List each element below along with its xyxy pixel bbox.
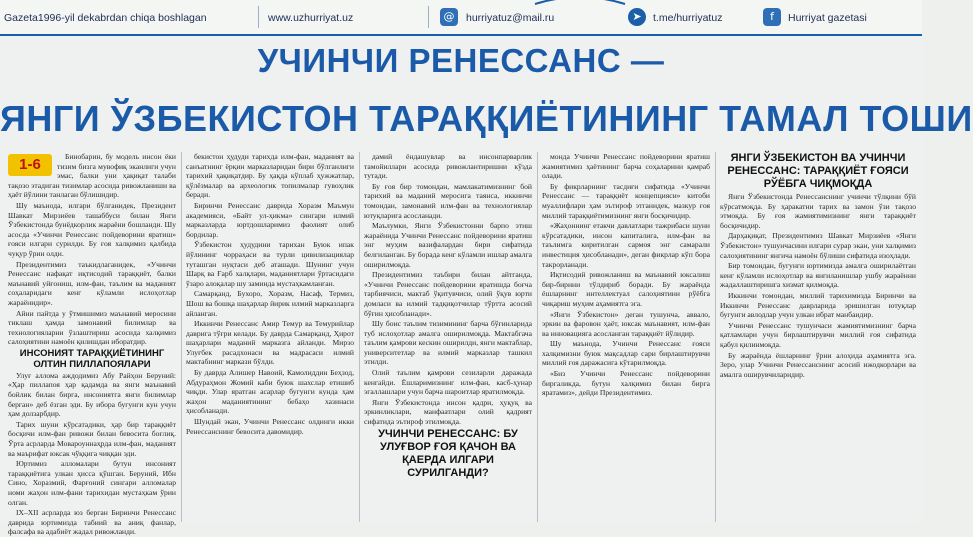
paragraph: Бу жараёнда ёшларнинг ўрни алоҳида аҳамиятга эга. Зеро, улар Учинчи Ренессанснинг асосий ижодкорлари ва амалга оширувчиларидир. [720, 350, 916, 379]
header-divider [258, 6, 259, 28]
article-column-2 [186, 152, 354, 522]
subheading: ЯНГИ ЎЗБЕКИСТОН ВА УЧИНЧИ РЕНЕССАНС: ТАРАҚҚИЁТ ҒОЯСИ РЎЁБГА ЧИҚМОҚДА [727, 152, 909, 190]
paragraph: Шундай экан, Учинчи Ренессанс олдинги икки Ренессанснинг бевосита давомидир. [186, 417, 354, 436]
paragraph: Янги Ўзбекистонда инсон қадри, ҳуқуқ ва эркинликлари, манфаатлари олий қадрият сифатида эътироф этилмоқда. [364, 397, 532, 427]
article-column-5 [720, 152, 916, 522]
subheading: УЧИНЧИ РЕНЕССАНС: БУ УЛУҒВОР ҒОЯ ҚАЧОН ВА ҚАЕРДА ИЛГАРИ СУРИЛГАНДИ? [378, 427, 518, 479]
facebook-link[interactable]: Hurriyat gazetasi [788, 12, 867, 24]
paragraph: Президентимиз таъбири билан айтганда, «Учинчи Ренессанс пойдеворини яратишда боғча тарбиячиси, мактаб ўқитувчиси, олий ўқув юрти домласи ва илмий тадқиқотчилар тўртта асосий бўғин ҳисобланади». [364, 270, 532, 318]
article-column-4 [542, 152, 710, 522]
paragraph: Президентимиз таъкидлаганидек, «Учинчи Ренессанс нафақат иқтисодий тараққиёт, балки маънавий уйғониш, илм-фан, таълим ва маданият соҳаларидаги кенг кўламли ислоҳотлар жараёнидир». [8, 259, 176, 307]
page-badge: 1-6 [8, 154, 52, 176]
paragraph: Учинчи Ренессанс тушунчаси жамиятимизнинг барча қатламлари учун бирлаштирувчи миллий ғоя сифатида қабул қилинмоқда. [720, 320, 916, 349]
paragraph: Биринчи Ренессанс даврида Хоразм Маъмун академияси, «Байт ул-ҳикма» сингари илмий марказларда юртдошларимиз фаолият олиб бордилар. [186, 200, 354, 239]
paragraph: монда Учинчи Ренессанс пойдеворини яратиш жамиятимиз ҳаётининг барча соҳаларини қамраб олади. [542, 152, 710, 181]
website-link[interactable]: www.uzhurriyat.uz [268, 12, 354, 24]
paragraph: Тарих шуни кўрсатадики, ҳар бир тараққиёт босқичи илм-фан ривожи билан бевосита боғлиқ. Ўрта асрларда Мовароуннаҳрда илм-фан, маданият ва маърифат юксак чўққига чиққан эди. [8, 419, 176, 458]
paragraph: «Янги Ўзбекистон» деган тушунча, аввало, эркин ва фаровон ҳаёт, юксак маънавият, илм-фан ва инновацияга асосланган тараққиёт йўлидир. [542, 309, 710, 338]
telegram-icon: ➤ [628, 8, 646, 26]
article-column-1 [8, 152, 176, 537]
paragraph: дамий ёндашувлар ва инсонпарварлик тамойиллари асосида ривожлантиришни кўзда тутади. [364, 152, 532, 181]
paragraph: Дарҳақиқат, Президентимиз Шавкат Мирзиёев «Янги Ўзбекистон» тушунчасини илгари сурар экан, уни халқимиз салоҳиятининг янгича намоён бўлиши сифатида изоҳлади. [720, 231, 916, 260]
column-rule [359, 152, 360, 522]
paragraph: Шу боис таълим тизимининг барча бўғинларида туб ислоҳотлар амалга оширилмоқда. Мактабгача таълим қамрови кескин оширилди, янги мактаблар, университетлар ва илмий марказлар ташкил этилди. [364, 319, 532, 367]
headline-line-2: ЯНГИ ЎЗБЕКИСТОН ТАРАҚҚИЁТИНИНГ ТАМАЛ ТОШИ [0, 98, 973, 139]
column-rule [715, 152, 716, 522]
paragraph: «Жаҳоннинг етакчи давлатлари тажрибаси шуни кўрсатадики, инсон капиталига, илм-фан ва таълимга киритилган сармоя энг самарали инвестиция ҳисобланади», деган фикрлар кўп бора такрорланади. [542, 221, 710, 269]
paragraph: Бир томондан, бугунги юртимизда амалга оширилаётган кенг кўламли ислоҳотлар ва янгиланишлар ушбу жараённи жадаллаштиришга хизмат қилмоқда. [720, 261, 916, 290]
paragraph: Бу ғоя бир томондан, мамлакатимизнинг бой тарихий ва маданий меросига таянса, иккинчи томондан, замонавий илм-фан ва технологиялар ютуқларига асосланади. [364, 181, 532, 220]
paragraph: Маълумки, Янги Ўзбекистонни барпо этиш жараёнида Учинчи Ренессанс пойдеворини яратиш энг муҳим вазифалардан бири сифатида белгиланган. Бу борада кенг кўламли ишлар амалга оширилмоқда. [364, 221, 532, 269]
paragraph: Иккинчи томондан, миллий тарихимизда Биринчи ва Иккинчи Ренессанс даврларида эришилган ютуқлар бугунги авлодлар учун улкан ибрат манбаидир. [720, 290, 916, 320]
subheading: ИНСОНИЯТ ТАРАҚҚИЁТИНИНГ ОЛТИН ПИЛЛАПОЯЛАРИ [19, 347, 165, 370]
paragraph: Самарқанд, Бухоро, Хоразм, Насаф, Термиз, Шош ва бошқа шаҳарлар йирик илмий марказларга айланган. [186, 289, 354, 318]
article-column-3 [364, 152, 532, 522]
telegram-link[interactable]: t.me/hurriyatuz [653, 12, 723, 24]
headline-line-1: УЧИНЧИ РЕНЕССАНС — [257, 42, 665, 79]
paragraph: Янги Ўзбекистонда Ренессанснинг учинчи тўлқини бўй кўрсатмоқда. Бу ҳаракатни тарих ва замон ўзи тақозо этмоқда. Бу ғоя жамиятимизнинг янги тараққиёт босқичидир. [720, 192, 916, 230]
paragraph: бекистон ҳудуди тарихда илм-фан, маданият ва санъатнинг ёрқин марказларидан бири бўлганлиги тарихий ҳақиқатдир. Бу ҳақда кўплаб ҳужжатлар, қўлёзмалар ва археологик топилмалар гувоҳлик беради. [186, 152, 354, 200]
header-divider [428, 6, 429, 28]
paragraph: Олий таълим қамрови сезиларли даражада кенгайди. Ёшларимизнинг илм-фан, касб-ҳунар эгаллашлари учун барча шароитлар яратилмоқда. [364, 368, 532, 397]
at-icon: @ [440, 8, 458, 26]
paragraph: IX–XII асрларда юз берган Биринчи Ренессанс даврида юртимизда табиий ва аниқ фанлар, фалсафа ва адабиёт жадал ривожланди. [8, 508, 176, 537]
paragraph: Иккинчи Ренессанс Амир Темур ва Темурийлар даврига тўғри келади. Бу даврда Самарқанд, Ҳирот шаҳарлари маданий марказга айланди. Мирзо Улуғбек расадхонаси ва мадрасаси илмий мактабнинг маркази бўлди. [186, 319, 354, 367]
column-rule [181, 152, 182, 522]
paragraph: Иқтисодий ривожланиш ва маънавий юксалиш бир-бирини тўлдириб боради. Бу жараёнда ёшларнинг интеллектуал салоҳиятини рўёбга чиқариш муҳим аҳамиятга эга. [542, 270, 710, 308]
paragraph: «Биз Учинчи Ренессанс пойдеворини биргаликда, бутун халқимиз билан бирга яратамиз», дейди Президентимиз. [542, 369, 710, 398]
column-rule [537, 152, 538, 522]
paragraph: Бу фикрларнинг тасдиғи сифатида «Учинчи Ренессанс — тараққиёт концепцияси» китоби муаллифлари ҳам эътироф этганидек, мазкур ғоя миллий тараққиётимизнинг янги босқичидир. [542, 181, 710, 220]
paragraph: Бу даврда Алишер Навоий, Камолиддин Беҳзод, Абдураҳмон Жомий каби буюк шахслар етишиб чиқди. Улар яратган асарлар бугунги кунда ҳам жаҳон маданиятининг бебаҳо хазинаси ҳисобланади. [186, 368, 354, 416]
header-bar [0, 0, 922, 36]
paragraph: Юртимиз алломалари бутун инсоният тараққиётига улкан ҳисса қўшган. Беруний, Ибн Сино, Хоразмий, Фарғоний сингари алломалар номи жаҳон илм-фани тарихидан мустаҳкам ўрин олган. [8, 459, 176, 507]
paragraph: Шу маънода, Учинчи Ренессанс ғояси халқимизни буюк мақсадлар сари бирлаштирувчи миллий ғоя даражасига кўтарилмоқда. [542, 339, 710, 368]
paragraph: Шу маънода, илгари бўлганидек, Президент Шавкат Мирзиёев ташаббуси билан Янги Ўзбекистонда бунёдкорлик жараёни бошланди. Шу асосда «Учинчи Ренессанс пойдеворини яратиш» ғояси илгари сурилди. Бу ғоя халқимиз қалбида чуқур ўрин олди. [8, 200, 176, 258]
paragraph: Ўзбекистон ҳудудини тарихан Буюк ипак йўлининг чорраҳаси ва турли цивилизациялар туташган нуқтаси деб аташади. Шунинг учун Шарқ ва Ғарб халқлари, маданиятлари ўртасидаги ўзаро алоқалар шу заминда мустаҳкамланган. [186, 240, 354, 288]
founding-note: Gazeta1996-yil dekabrdan chiqa boshlagan [4, 12, 207, 24]
paragraph: Айни пайтда у ўтмишимиз маънавий меросини тиклаш ҳамда замонавий билимлар ва технологияларни ўзлаштириш асосида халқимиз салоҳиятини намоён қилишдан иборатдир. [8, 308, 176, 347]
facebook-icon: f [763, 8, 781, 26]
paragraph: Бинобарин, бу модель инсон ёки тизим бизга мувофиқ эканлиги учун эмас, балки уни ҳақиқат талаби тақозо этадиган тизимлар асосида ривожланиши ва ҳаёт йўлини танлаган бўлишидир. [8, 152, 176, 200]
email-link[interactable]: hurriyatuz@mail.ru [466, 12, 555, 24]
paragraph: Улуғ аллома аждодимиз Абу Райҳон Беруний: «Ҳар пиллапоя ҳар қадамда ва янги маънавий бойлик билан бирга, инсониятга янги билимлар берган» деб ёзган эди. Бу ибора бугунги кун учун ҳам долзарбдир. [8, 370, 176, 419]
decorative-swoosh [535, 0, 625, 6]
